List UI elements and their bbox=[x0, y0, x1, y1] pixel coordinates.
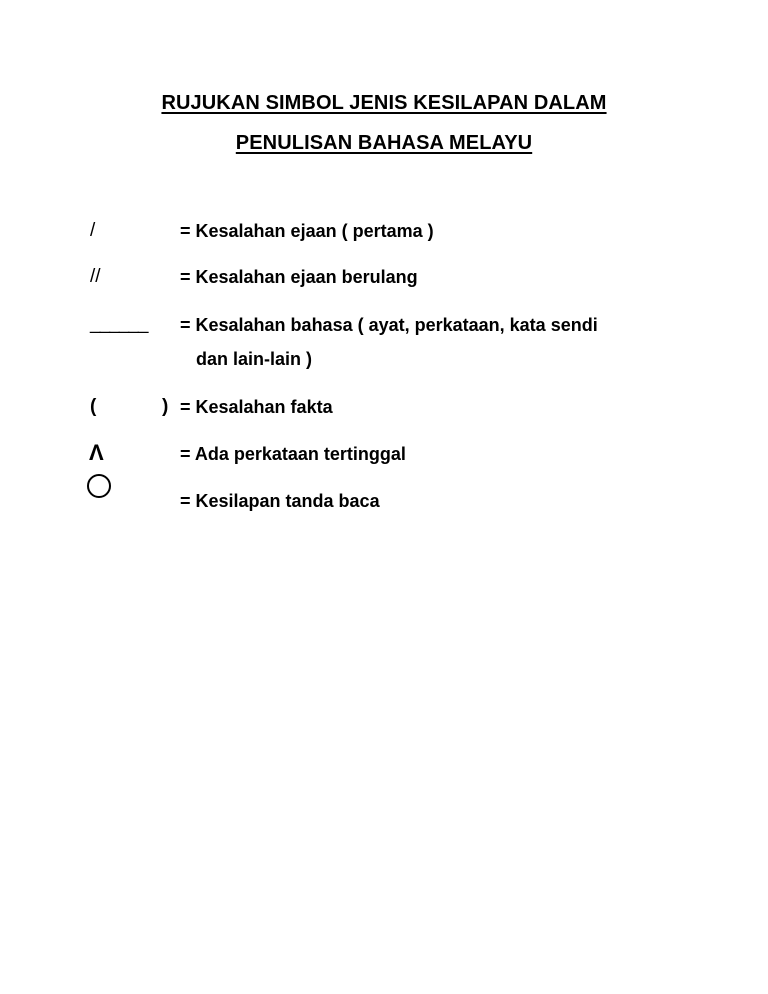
document-title-line-1 bbox=[0, 91, 768, 115]
symbol-caret: Λ bbox=[89, 440, 104, 465]
symbol-single-slash: / bbox=[90, 220, 96, 241]
description-spelling-error-first: = Kesalahan ejaan ( pertama ) bbox=[180, 221, 434, 241]
symbol-close-parenthesis: ) bbox=[162, 396, 169, 417]
description-spelling-error-repeated: = Kesalahan ejaan berulang bbox=[180, 267, 418, 287]
document-title-line-2 bbox=[0, 131, 768, 155]
symbol-underline: ______ bbox=[90, 313, 148, 334]
title-text-2: PENULISAN BAHASA MELAYU bbox=[235, 132, 533, 154]
title-text-1: RUJUKAN SIMBOL JENIS KESILAPAN DALAM bbox=[161, 92, 607, 114]
description-fact-error: = Kesalahan fakta bbox=[180, 397, 333, 417]
circle-icon bbox=[87, 474, 111, 498]
description-language-error: = Kesalahan bahasa ( ayat, perkataan, kata sendi bbox=[180, 315, 598, 335]
description-missing-word: = Ada perkataan tertinggal bbox=[180, 444, 406, 464]
symbol-open-parenthesis: ( bbox=[90, 396, 97, 417]
symbol-double-slash: // bbox=[90, 266, 101, 287]
description-language-error-continuation: dan lain-lain ) bbox=[196, 349, 313, 369]
description-punctuation-error: = Kesilapan tanda baca bbox=[180, 491, 380, 511]
